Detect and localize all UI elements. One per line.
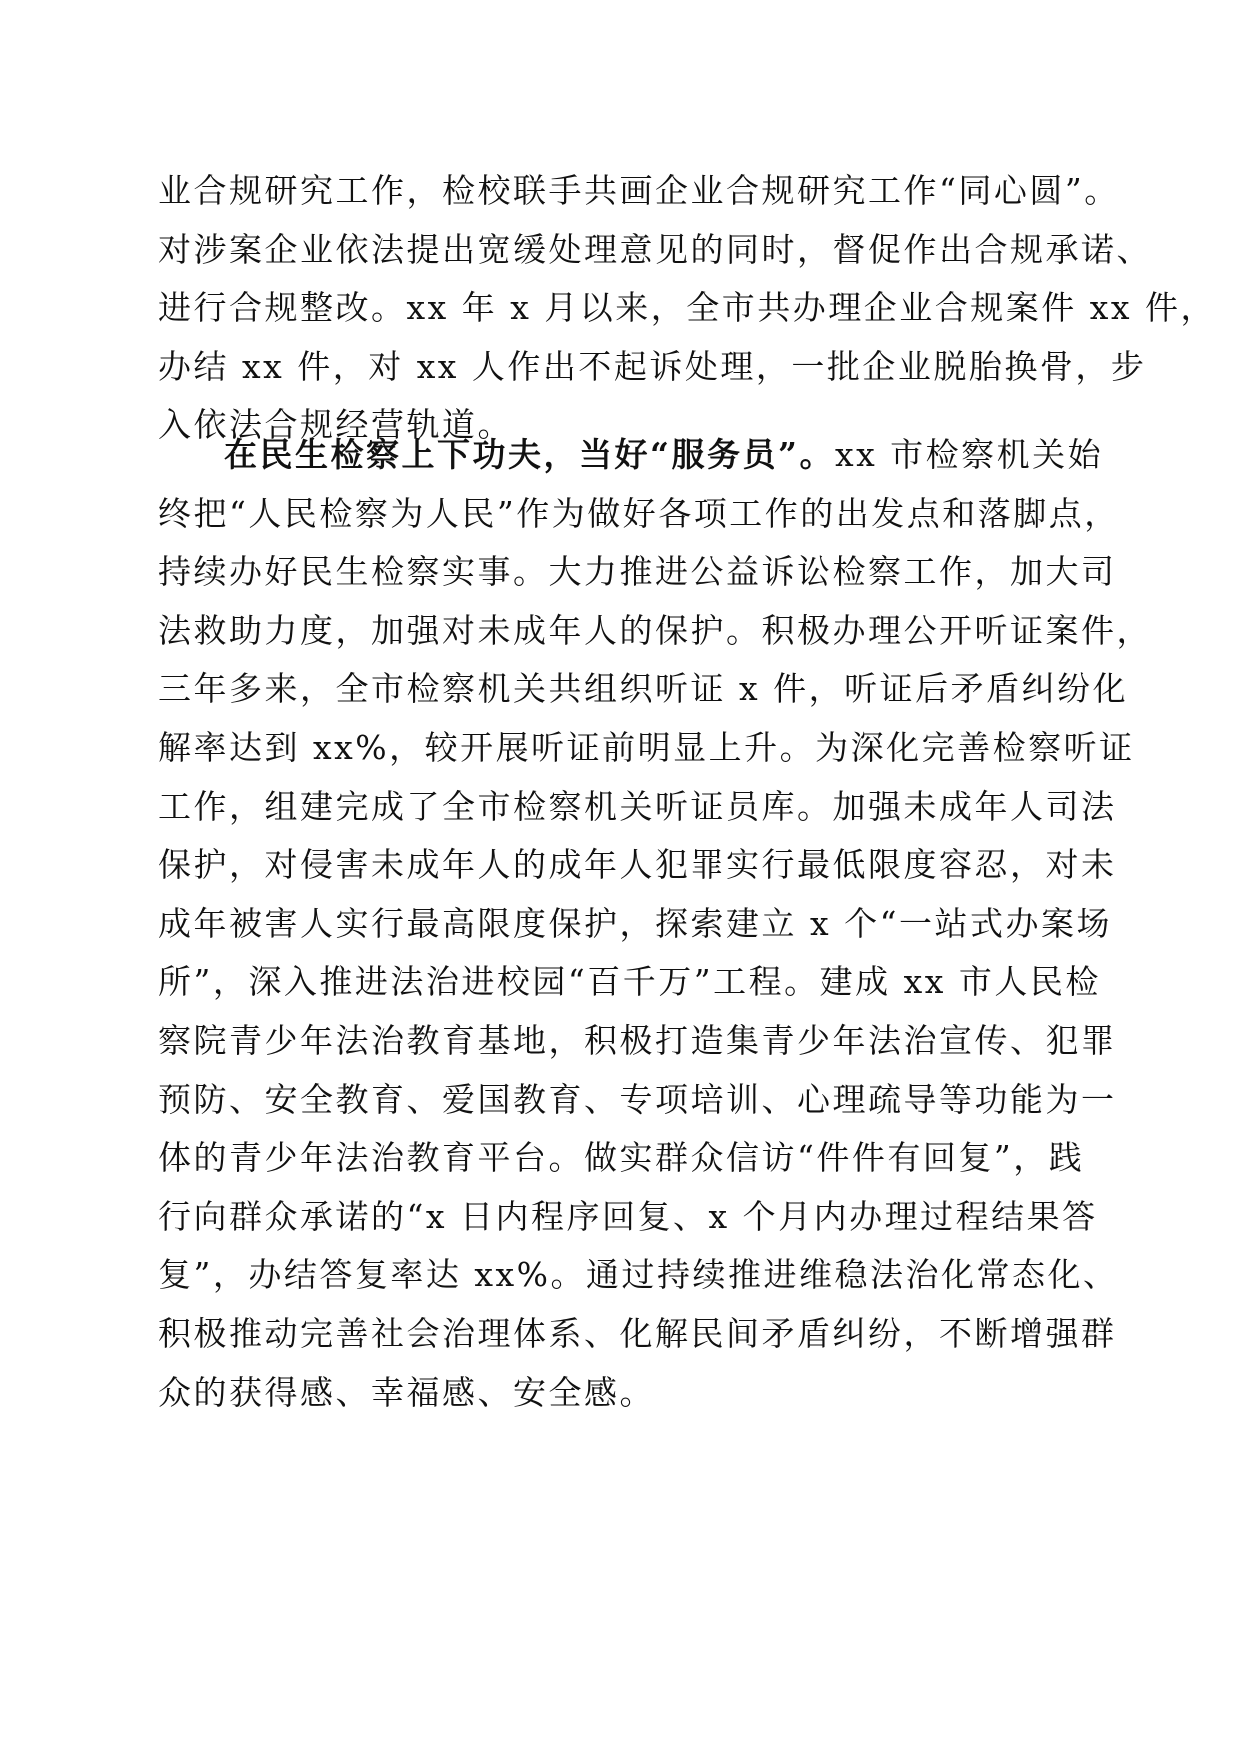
paragraph-line: 办结 xx 件，对 xx 人作出不起诉处理，一批企业脱胎换骨，步: [158, 346, 1147, 386]
paragraph-line: 法救助力度，加强对未成年人的保护。积极办理公开听证案件，: [158, 610, 1152, 650]
paragraph-first-line: [158, 426, 1104, 485]
section-heading: 在民生检察上下功夫，当好“服务员”。: [224, 435, 835, 474]
paragraph-line: 进行合规整改。xx 年 x 月以来，全市共办理企业合规案件 xx 件，: [158, 288, 1217, 328]
paragraph-text: xx 市检察机关始: [834, 435, 1104, 474]
paragraph-line: 预防、安全教育、爱国教育、专项培训、心理疏导等功能为一: [158, 1079, 1117, 1119]
paragraph-line: 对涉案企业依法提出宽缓处理意见的同时，督促作出合规承诺、: [158, 229, 1152, 269]
paragraph-line: 工作，组建完成了全市检察机关听证员库。加强未成年人司法: [158, 786, 1117, 826]
paragraph-line: 所”，深入推进法治进校园“百千万”工程。建成 xx 市人民检: [158, 962, 1101, 1002]
paragraph-line: 业合规研究工作，检校联手共画企业合规研究工作“同心圆”。: [158, 171, 1120, 210]
paragraph-line: 解率达到 xx%，较开展听证前明显上升。为深化完善检察听证: [158, 727, 1135, 767]
paragraph-line: 保护，对侵害未成年人的成年人犯罪实行最低限度容忍，对未: [158, 845, 1117, 885]
paragraph-line: 众的获得感、幸福感、安全感。: [158, 1372, 655, 1412]
paragraph-line: 积极推动完善社会治理体系、化解民间矛盾纠纷，不断增强群: [158, 1313, 1117, 1353]
paragraph-line: 体的青少年法治教育平台。做实群众信访“件件有回复”，践: [158, 1138, 1085, 1178]
paragraph-livelihood-procuratorate: [158, 426, 1152, 1422]
paragraph-line: 持续办好民生检察实事。大力推进公益诉讼检察工作，加大司: [158, 552, 1117, 592]
paragraph-line: 复”，办结答复率达 xx%。通过持续推进维稳法治化常态化、: [158, 1255, 1119, 1295]
paragraph-line: 行向群众承诺的“x 日内程序回复、x 个月内办理过程结果答: [158, 1196, 1098, 1236]
paragraph-line: 入依法合规经营轨道。: [158, 405, 513, 445]
paragraph-line: 终把“人民检察为人民”作为做好各项工作的出发点和落脚点，: [158, 493, 1120, 533]
paragraph-line: 三年多来，全市检察机关共组织听证 x 件，听证后矛盾纠纷化: [158, 669, 1129, 709]
paragraph-line: 察院青少年法治教育基地，积极打造集青少年法治宣传、犯罪: [158, 1020, 1117, 1060]
paragraph-line: 成年被害人实行最高限度保护，探索建立 x 个“一站式办案场: [158, 903, 1112, 943]
